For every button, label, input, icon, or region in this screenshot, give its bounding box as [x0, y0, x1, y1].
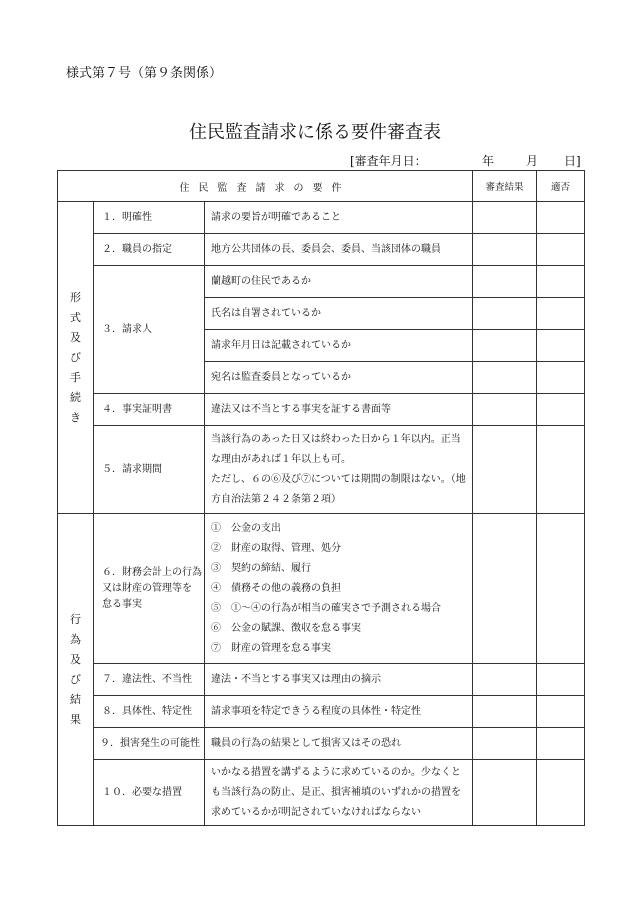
compliance-cell[interactable]: [537, 696, 585, 728]
group-label: 形式及び手続き: [70, 290, 81, 424]
requirement-text: 違法・不当とする事実又は理由の摘示: [205, 664, 473, 696]
requirement-text: 氏名は自署されているか: [205, 298, 473, 330]
review-result-cell[interactable]: [473, 426, 537, 514]
table-row: [58, 234, 585, 266]
table-row: [58, 664, 585, 696]
table-row: [58, 426, 585, 514]
compliance-cell[interactable]: [537, 202, 585, 234]
compliance-cell[interactable]: [537, 330, 585, 362]
review-result-cell[interactable]: [473, 202, 537, 234]
table-row: [58, 266, 585, 298]
requirement-line: ① 公金の支出: [211, 522, 281, 534]
requirement-line: ② 財産の取得、管理、処分: [211, 542, 341, 554]
document-title: 住民監査請求に係る要件審査表: [189, 122, 441, 143]
day-label: 日]: [564, 154, 581, 168]
requirement-line: な理由があれば１年以上も可。: [211, 453, 351, 465]
compliance-cell[interactable]: [537, 298, 585, 330]
requirements-review-table: [57, 170, 585, 826]
requirement-text: [205, 514, 473, 664]
requirement-line: 当該行為のあった日又は終わった日から１年以内。正当: [211, 433, 461, 445]
compliance-cell[interactable]: [537, 266, 585, 298]
year-label: 年: [482, 154, 495, 168]
requirement-text: 蘭越町の住民であるか: [205, 266, 473, 298]
compliance-cell[interactable]: [537, 514, 585, 664]
review-result-cell[interactable]: [473, 362, 537, 394]
item-label: ４．事実証明書: [94, 394, 205, 426]
review-result-cell[interactable]: [473, 266, 537, 298]
review-result-cell[interactable]: [473, 514, 537, 664]
review-result-cell[interactable]: [473, 696, 537, 728]
table-header-row: [58, 171, 585, 202]
item-label: ５．請求期間: [94, 426, 205, 514]
compliance-cell[interactable]: [537, 362, 585, 394]
requirement-line: ただし、６の⑥及び⑦については期間の制限はない。（地: [211, 473, 466, 485]
review-result-cell[interactable]: [473, 298, 537, 330]
item-label: ８．具体性、特定性: [94, 696, 205, 728]
group-label: 行為及び結果: [70, 612, 81, 726]
table-row: [58, 728, 585, 760]
item-label: ３．請求人: [94, 266, 205, 394]
requirement-line: ⑥ 公金の賦課、徴収を怠る事実: [211, 622, 361, 634]
review-result-cell[interactable]: [473, 760, 537, 826]
compliance-cell[interactable]: [537, 728, 585, 760]
review-date-line: [350, 152, 582, 168]
item-label-line: 又は財産の管理等を: [102, 582, 192, 594]
requirement-text: 請求年月日は記載されているか: [205, 330, 473, 362]
review-result-cell[interactable]: [473, 394, 537, 426]
item-label: ２．職員の指定: [94, 234, 205, 266]
header-review-result: 審査結果: [473, 171, 537, 202]
item-label-line: ６．財務会計上の行為: [102, 566, 202, 578]
group-act-result: [58, 514, 94, 826]
item-label: １０．必要な措置: [94, 760, 205, 826]
requirement-text: 宛名は監査委員となっているか: [205, 362, 473, 394]
requirement-line: ③ 契約の締結、履行: [211, 562, 311, 574]
requirement-text: [205, 760, 473, 826]
review-result-cell[interactable]: [473, 728, 537, 760]
month-label: 月: [526, 154, 539, 168]
compliance-cell[interactable]: [537, 394, 585, 426]
requirement-line: も当該行為の防止、是正、損害補填のいずれかの措置を: [211, 786, 461, 798]
table-row: [58, 760, 585, 826]
requirement-text: 請求の要旨が明確であること: [205, 202, 473, 234]
table-row: [58, 696, 585, 728]
table-row: [58, 514, 585, 664]
header-requirements: 住民監査請求の要件: [58, 171, 473, 202]
requirement-text: [205, 426, 473, 514]
review-date-label: [審査年月日：: [350, 154, 427, 168]
item-label-line: 怠る事実: [102, 598, 142, 610]
requirement-line: ⑦ 財産の管理を怠る事実: [211, 642, 331, 654]
table-row: [58, 202, 585, 234]
item-label: １．明確性: [94, 202, 205, 234]
table-row: [58, 394, 585, 426]
requirement-text: 請求事項を特定できうる程度の具体性・特定性: [205, 696, 473, 728]
review-result-cell[interactable]: [473, 234, 537, 266]
item-label: ７．違法性、不当性: [94, 664, 205, 696]
requirement-text: 地方公共団体の長、委員会、委員、当該団体の職員: [205, 234, 473, 266]
group-formal-procedure: [58, 202, 94, 514]
item-label: [94, 514, 205, 664]
requirement-line: ⑤ ①～④の行為が相当の確実さで予測される場合: [211, 602, 441, 614]
form-number-label: 様式第７号（第９条関係）: [66, 66, 223, 81]
compliance-cell[interactable]: [537, 426, 585, 514]
requirement-line: 方自治法第２４２条第２項）: [211, 493, 341, 505]
header-compliance: 適否: [537, 171, 585, 202]
item-label: ９．損害発生の可能性: [94, 728, 205, 760]
review-result-cell[interactable]: [473, 664, 537, 696]
requirement-text: 職員の行為の結果として損害又はその恐れ: [205, 728, 473, 760]
requirement-text: 違法又は不当とする事実を証する書面等: [205, 394, 473, 426]
compliance-cell[interactable]: [537, 760, 585, 826]
review-result-cell[interactable]: [473, 330, 537, 362]
compliance-cell[interactable]: [537, 664, 585, 696]
requirement-line: いかなる措置を講ずるように求めているのか。少なくと: [211, 766, 461, 778]
requirement-line: 求めているかが明記されていなければならない: [211, 806, 421, 818]
compliance-cell[interactable]: [537, 234, 585, 266]
requirement-line: ④ 債務その他の義務の負担: [211, 582, 341, 594]
